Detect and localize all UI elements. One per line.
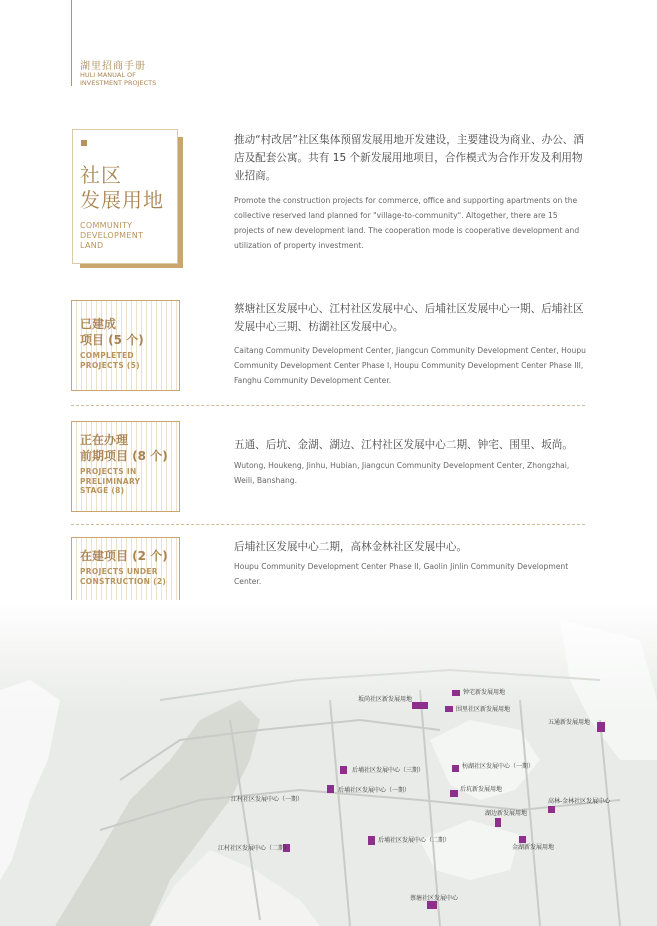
map-label-jiangcun2: 江村社区发展中心（二期） [218, 845, 291, 852]
site-marker [412, 702, 428, 709]
category-label-preliminary [71, 421, 180, 512]
category-label-completed [71, 300, 180, 391]
map-label-fanghu1: 枋湖社区发展中心（一期） [462, 763, 535, 770]
section-title-en-line1: COMMUNITY [80, 221, 133, 230]
category-preliminary-cn-line2: 前期项目 (8 个) [80, 449, 168, 463]
map-label-houpu1: 后埔社区发展中心（一期） [338, 787, 411, 794]
map-label-banshang: 坂尚社区新发展用地 [358, 696, 413, 703]
category-completed-cn-line2: 项目 (5 个) [80, 333, 144, 347]
completed-projects-en: Caitang Community Development Center, Jiangcun Community Development Center, Houpu Community Development Center Phase I, Houpu Community Development Center Phase III, Fanghu Community Development Center. [234, 346, 586, 385]
completed-projects-cn: 蔡塘社区发展中心、江村社区发展中心、后埔社区发展中心一期、后埔社区发展中心三期、枋湖社区发展中心。 [234, 303, 584, 333]
category-construction-en [80, 567, 168, 586]
category-preliminary-en-line1: PROJECTS IN [80, 467, 137, 476]
divider [71, 524, 585, 525]
section-title-cn-line2: 发展用地 [80, 188, 164, 212]
site-marker [445, 706, 453, 712]
map-label-houpu3: 后埔社区发展中心（三期） [352, 767, 425, 774]
manual-title-cn: 湖里招商手册 [80, 61, 146, 72]
header-rule [71, 0, 72, 86]
map-label-gaolin: 高林-金林社区发展中心 [548, 798, 611, 805]
site-marker [368, 836, 375, 845]
map-fade [0, 600, 657, 926]
site-marker [452, 765, 459, 772]
section-title-cn [80, 163, 164, 213]
map-label-jinhu: 金湖新发展用地 [512, 844, 555, 851]
category-completed-en-line1: COMPLETED [80, 351, 134, 360]
construction-projects-cn: 后埔社区发展中心二期，高林金林社区发展中心。 [234, 541, 468, 553]
category-completed-cn-line1: 已建成 [80, 317, 117, 331]
map-label-hubian: 湖边新发展用地 [485, 810, 528, 817]
category-label-under-construction [71, 537, 180, 603]
section-title-en-line2: DEVELOPMENT [80, 231, 144, 240]
manual-title-en-line2: INVESTMENT PROJECTS [80, 79, 157, 87]
divider [71, 405, 585, 406]
intro-text-en: Promote the construction projects for commerce, office and supporting apartments on the collective reserved land planned for "village-to-community". Altogether, there are 15 projects of new development land. The cooperation mode is cooperative development and utilization of property investment. [234, 196, 580, 250]
site-marker [519, 836, 526, 843]
category-preliminary-en-line3: STAGE (8) [80, 486, 125, 495]
map-label-caitang: 蔡塘社区发展中心 [410, 895, 459, 902]
section-title-cn-line1: 社区 [80, 163, 122, 187]
manual-title-en-line1: HULI MANUAL OF [80, 71, 136, 79]
category-completed-en-line2: PROJECTS (5) [80, 360, 140, 370]
map-label-jiangcun1: 江村社区发展中心（一期） [231, 796, 304, 803]
intro-text-cn: 推动“村改居”社区集体预留发展用地开发建设，主要建设为商业、办公、酒店及配套公寓。共有 15 个新发展用地项目，合作模式为合作开发及利用物业招商。 [234, 134, 584, 182]
category-preliminary-en [80, 467, 168, 496]
map-label-houkeng: 后坑新发展用地 [460, 786, 503, 793]
site-marker [450, 790, 458, 797]
site-marker [427, 901, 437, 909]
title-box-shadow [178, 137, 183, 268]
map-label-weili: 围里社区新发展用地 [456, 706, 511, 713]
category-construction-cn: 在建项目 (2 个) [80, 549, 168, 563]
site-marker [597, 722, 605, 732]
site-marker [452, 690, 460, 696]
site-marker [327, 785, 334, 793]
preliminary-projects-en: Wutong, Houkeng, Jinhu, Hubian, Jiangcun Community Development Center, Zhongzhai, Weili, Banshang. [234, 461, 570, 485]
category-construction-en-line1: PROJECTS UNDER [80, 567, 158, 576]
category-construction-en-line2: CONSTRUCTION (2) [80, 576, 167, 586]
site-marker [548, 806, 555, 813]
category-preliminary-en-line2: PRELIMINARY [80, 476, 141, 486]
map-label-zhongzhai: 钟宅新发展用地 [463, 689, 506, 696]
section-title-en [80, 221, 143, 251]
map-label-wutong: 五通新发展用地 [548, 719, 591, 726]
category-preliminary-cn-line1: 正在办理 [80, 433, 129, 447]
preliminary-projects-cn: 五通、后坑、金湖、湖边、江村社区发展中心二期、钟宅、围里、坂尚。 [234, 439, 573, 451]
site-marker [340, 766, 347, 774]
section-title-box [72, 129, 178, 264]
category-completed-en [80, 351, 144, 370]
bullet-square-icon [81, 140, 87, 146]
construction-projects-en: Houpu Community Development Center Phase II, Gaolin Jinlin Community Development Center. [234, 562, 569, 586]
manual-title-en [80, 71, 190, 87]
section-title-en-line3: LAND [80, 241, 104, 250]
site-marker [495, 818, 501, 827]
map-label-houpu2: 后埔社区发展中心（二期） [378, 837, 451, 844]
title-box-shadow-bottom [80, 264, 183, 268]
district-map [0, 600, 657, 926]
